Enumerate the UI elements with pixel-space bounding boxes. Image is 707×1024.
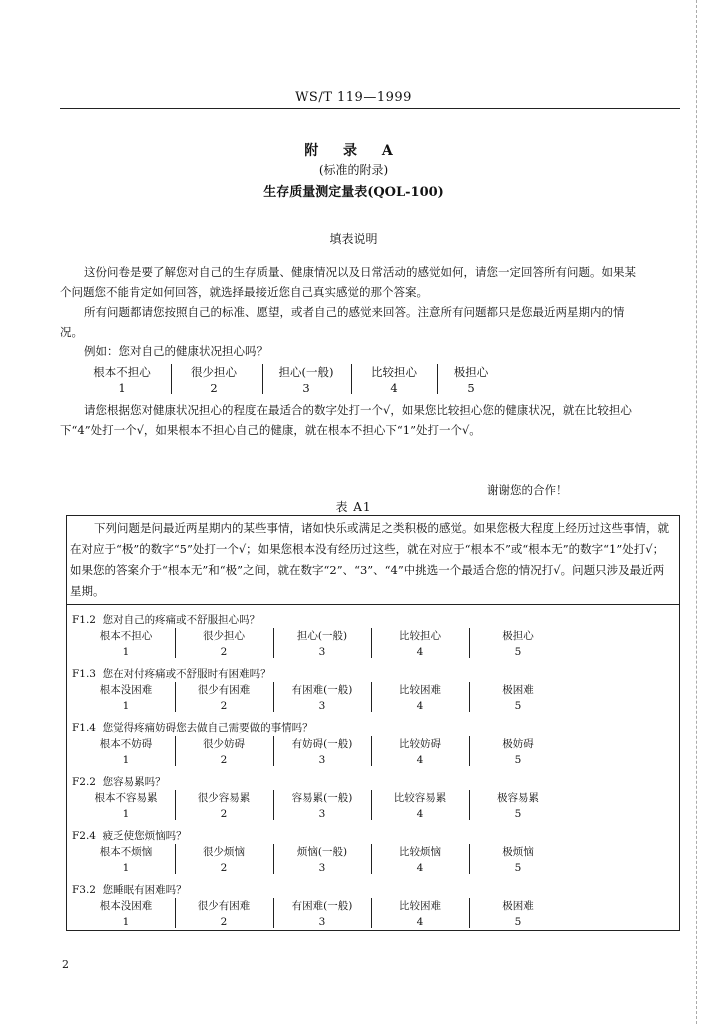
example-separator bbox=[171, 364, 172, 394]
answer-option-num: 1 bbox=[122, 916, 130, 928]
answer-option-label: 极困难 bbox=[502, 900, 534, 912]
answer-option-num: 3 bbox=[318, 700, 326, 712]
question-id: F1.2 bbox=[72, 614, 96, 626]
answer-option-label: 容易累(一般) bbox=[291, 792, 353, 804]
answer-option-4[interactable] bbox=[370, 682, 470, 714]
question-label: 您对自己的疼痛或不舒服担心吗？ bbox=[102, 614, 261, 626]
answer-option-label: 有妨碍(一般) bbox=[291, 738, 353, 750]
answer-option-4[interactable] bbox=[370, 736, 470, 768]
answer-option-num: 2 bbox=[220, 808, 228, 820]
answer-option-label: 比较烦恼 bbox=[399, 846, 441, 858]
answer-option-5[interactable] bbox=[468, 844, 568, 876]
answer-option-1[interactable] bbox=[76, 682, 176, 714]
answer-option-3[interactable] bbox=[272, 736, 372, 768]
option-separator bbox=[469, 898, 470, 928]
answer-option-num: 4 bbox=[416, 862, 424, 874]
answer-option-num: 4 bbox=[416, 646, 424, 658]
question-text bbox=[72, 828, 187, 843]
question-label: 您觉得疼痛妨碍您去做自己需要做的事情吗？ bbox=[102, 722, 313, 734]
answer-option-label: 很少有困难 bbox=[197, 900, 251, 912]
answer-option-label: 烦恼(一般) bbox=[296, 846, 348, 858]
answer-option-num: 2 bbox=[220, 862, 228, 874]
option-separator bbox=[273, 844, 274, 874]
example-option-3[interactable] bbox=[266, 364, 346, 396]
answer-option-3[interactable] bbox=[272, 790, 372, 822]
answer-option-label: 根本没困难 bbox=[99, 900, 153, 912]
option-separator bbox=[469, 736, 470, 766]
example-separator bbox=[262, 364, 263, 394]
answer-option-num: 5 bbox=[514, 862, 522, 874]
option-separator bbox=[175, 790, 176, 820]
instructions-paragraph-1: 这份问卷是要了解您对自己的生存质量、健康情况以及日常活动的感觉如何，请您一定回答所有问题。如果某个问题您不能肯定如何回答，就选择最接近您自己真实感觉的那个答案。 bbox=[60, 265, 636, 299]
option-separator bbox=[175, 898, 176, 928]
answer-option-label: 担心(一般) bbox=[296, 630, 348, 642]
answer-option-4[interactable] bbox=[370, 844, 470, 876]
example-option-4[interactable] bbox=[356, 364, 432, 396]
table-note-rule bbox=[66, 604, 680, 605]
answer-option-5[interactable] bbox=[468, 628, 568, 660]
answer-option-num: 5 bbox=[514, 916, 522, 928]
example-separator bbox=[351, 364, 352, 394]
answer-option-1[interactable] bbox=[76, 736, 176, 768]
question-label: 您在对付疼痛或不舒服时有困难吗？ bbox=[102, 668, 271, 680]
answer-option-label: 极困难 bbox=[502, 684, 534, 696]
example-option-5[interactable] bbox=[438, 364, 504, 396]
answer-option-label: 很少烦恼 bbox=[203, 846, 245, 858]
answer-option-label: 极容易累 bbox=[497, 792, 539, 804]
answer-option-label: 根本不妨碍 bbox=[99, 738, 153, 750]
answer-option-num: 3 bbox=[318, 808, 326, 820]
answer-option-num: 1 bbox=[122, 700, 130, 712]
question-text bbox=[72, 720, 313, 735]
option-separator bbox=[371, 790, 372, 820]
answer-option-num: 4 bbox=[416, 916, 424, 928]
answer-option-label: 很少妨碍 bbox=[203, 738, 245, 750]
option-separator bbox=[469, 682, 470, 712]
example-option-num: 3 bbox=[302, 381, 310, 395]
example-option-2[interactable] bbox=[176, 364, 252, 396]
answer-option-5[interactable] bbox=[468, 790, 568, 822]
answer-option-label: 根本不烦恼 bbox=[99, 846, 153, 858]
answer-option-label: 根本不容易累 bbox=[94, 792, 158, 804]
answer-option-1[interactable] bbox=[76, 898, 176, 930]
answer-option-num: 5 bbox=[514, 700, 522, 712]
option-separator bbox=[273, 736, 274, 766]
example-option-label: 根本不担心 bbox=[93, 365, 151, 379]
example-option-num: 4 bbox=[390, 381, 398, 395]
answer-option-num: 3 bbox=[318, 862, 326, 874]
answer-option-num: 3 bbox=[318, 646, 326, 658]
answer-option-label: 有困难(一般) bbox=[291, 900, 353, 912]
option-separator bbox=[371, 628, 372, 658]
answer-option-num: 5 bbox=[514, 646, 522, 658]
answer-option-5[interactable] bbox=[468, 682, 568, 714]
option-separator bbox=[273, 790, 274, 820]
answer-option-3[interactable] bbox=[272, 682, 372, 714]
answer-option-num: 5 bbox=[514, 808, 522, 820]
option-separator bbox=[175, 628, 176, 658]
answer-option-label: 很少担心 bbox=[203, 630, 245, 642]
thanks-text: 谢谢您的合作！ bbox=[487, 483, 568, 497]
answer-option-num: 1 bbox=[122, 808, 130, 820]
example-option-label: 比较担心 bbox=[371, 365, 417, 379]
appendix-title: 附 录 A bbox=[304, 143, 403, 159]
answer-option-num: 1 bbox=[122, 646, 130, 658]
example-option-num: 2 bbox=[210, 381, 218, 395]
answer-option-4[interactable] bbox=[370, 790, 470, 822]
answer-option-num: 2 bbox=[220, 754, 228, 766]
answer-option-label: 比较困难 bbox=[399, 684, 441, 696]
answer-option-1[interactable] bbox=[76, 844, 176, 876]
answer-option-1[interactable] bbox=[76, 790, 176, 822]
answer-option-label: 根本没困难 bbox=[99, 684, 153, 696]
header-rule bbox=[60, 108, 680, 109]
answer-option-label: 极担心 bbox=[502, 630, 534, 642]
page-number: 2 bbox=[62, 958, 69, 971]
answer-option-5[interactable] bbox=[468, 736, 568, 768]
option-separator bbox=[175, 736, 176, 766]
answer-option-4[interactable] bbox=[370, 628, 470, 660]
answer-option-2[interactable] bbox=[174, 898, 274, 930]
question-label: 您容易累吗？ bbox=[102, 776, 166, 788]
table-caption: 表 A1 bbox=[335, 500, 372, 514]
question-id: F1.3 bbox=[72, 668, 96, 680]
appendix-subtitle: (标准的附录) bbox=[318, 163, 389, 177]
answer-option-3[interactable] bbox=[272, 628, 372, 660]
question-text bbox=[72, 774, 166, 789]
answer-option-2[interactable] bbox=[174, 736, 274, 768]
option-separator bbox=[175, 844, 176, 874]
answer-option-2[interactable] bbox=[174, 790, 274, 822]
answer-option-num: 3 bbox=[318, 754, 326, 766]
answer-option-2[interactable] bbox=[174, 682, 274, 714]
answer-option-label: 比较困难 bbox=[399, 900, 441, 912]
answer-option-3[interactable] bbox=[272, 898, 372, 930]
answer-option-2[interactable] bbox=[174, 844, 274, 876]
example-option-1[interactable] bbox=[84, 364, 160, 396]
question-id: F2.4 bbox=[72, 830, 96, 842]
answer-option-num: 2 bbox=[220, 916, 228, 928]
question-label: 您睡眠有困难吗？ bbox=[102, 884, 187, 896]
answer-option-num: 4 bbox=[416, 754, 424, 766]
appendix-name: 生存质量测定量表(QOL-100) bbox=[263, 185, 444, 200]
answer-option-num: 2 bbox=[220, 700, 228, 712]
standard-number: WS/T 119—1999 bbox=[295, 90, 412, 105]
answer-option-label: 很少容易累 bbox=[197, 792, 251, 804]
answer-option-label: 根本不担心 bbox=[99, 630, 153, 642]
example-option-num: 1 bbox=[118, 381, 126, 395]
option-separator bbox=[371, 736, 372, 766]
example-option-num: 5 bbox=[467, 381, 475, 395]
question-text bbox=[72, 882, 187, 897]
answer-option-4[interactable] bbox=[370, 898, 470, 930]
option-separator bbox=[273, 682, 274, 712]
answer-option-num: 5 bbox=[514, 754, 522, 766]
answer-option-label: 比较容易累 bbox=[393, 792, 447, 804]
answer-option-num: 1 bbox=[122, 754, 130, 766]
answer-option-num: 4 bbox=[416, 808, 424, 820]
instructions-paragraph-2: 所有问题都请您按照自己的标准、愿望，或者自己的感觉来回答。注意所有问题都只是您最近两星期内的情况。 bbox=[60, 305, 625, 339]
answer-option-label: 很少有困难 bbox=[197, 684, 251, 696]
answer-option-label: 极烦恼 bbox=[502, 846, 534, 858]
option-separator bbox=[469, 844, 470, 874]
question-text bbox=[72, 666, 271, 681]
answer-option-num: 4 bbox=[416, 700, 424, 712]
answer-option-num: 1 bbox=[122, 862, 130, 874]
option-separator bbox=[469, 628, 470, 658]
answer-option-num: 3 bbox=[318, 916, 326, 928]
option-separator bbox=[371, 682, 372, 712]
option-separator bbox=[273, 898, 274, 928]
option-separator bbox=[273, 628, 274, 658]
question-text bbox=[72, 612, 260, 627]
instructions-heading: 填表说明 bbox=[329, 232, 378, 246]
table-note: 下列问题是问最近两星期内的某些事情，诸如快乐或满足之类积极的感觉。如果您极大程度上经历过这些事情，就在对应于“极”的数字“5”处打一个√；如果您根本没有经历过这些，就在对应于“根本不”或“根本无”的数字“1”处打√；如果您的答案介于“根本无”和“极”之间，就在数字“2”、“3”、“4”中挑选一个最适合您的情况打√。问题只涉及最近两星期。 bbox=[70, 521, 669, 598]
answer-option-label: 比较妨碍 bbox=[399, 738, 441, 750]
question-id: F3.2 bbox=[72, 884, 96, 896]
question-id: F2.2 bbox=[72, 776, 96, 788]
option-separator bbox=[371, 898, 372, 928]
option-separator bbox=[469, 790, 470, 820]
answer-option-label: 极妨碍 bbox=[502, 738, 534, 750]
example-question: 例如：您对自己的健康状况担心吗？ bbox=[84, 344, 268, 358]
answer-option-2[interactable] bbox=[174, 628, 274, 660]
option-separator bbox=[371, 844, 372, 874]
example-option-label: 担心(一般) bbox=[278, 365, 334, 379]
example-option-label: 很少担心 bbox=[191, 365, 237, 379]
answer-option-1[interactable] bbox=[76, 628, 176, 660]
answer-option-3[interactable] bbox=[272, 844, 372, 876]
question-id: F1.4 bbox=[72, 722, 96, 734]
instructions-paragraph-3: 请您根据您对健康状况担心的程度在最适合的数字处打一个√，如果您比较担心您的健康状况，就在比较担心下“4”处打一个√，如果根本不担心自己的健康，就在根本不担心下“1”处打一个√。 bbox=[60, 403, 632, 437]
example-option-label: 极担心 bbox=[453, 365, 489, 379]
answer-option-label: 比较担心 bbox=[399, 630, 441, 642]
option-separator bbox=[175, 682, 176, 712]
answer-option-label: 有困难(一般) bbox=[291, 684, 353, 696]
answer-option-num: 2 bbox=[220, 646, 228, 658]
answer-option-5[interactable] bbox=[468, 898, 568, 930]
question-label: 疲乏使您烦恼吗？ bbox=[102, 830, 187, 842]
